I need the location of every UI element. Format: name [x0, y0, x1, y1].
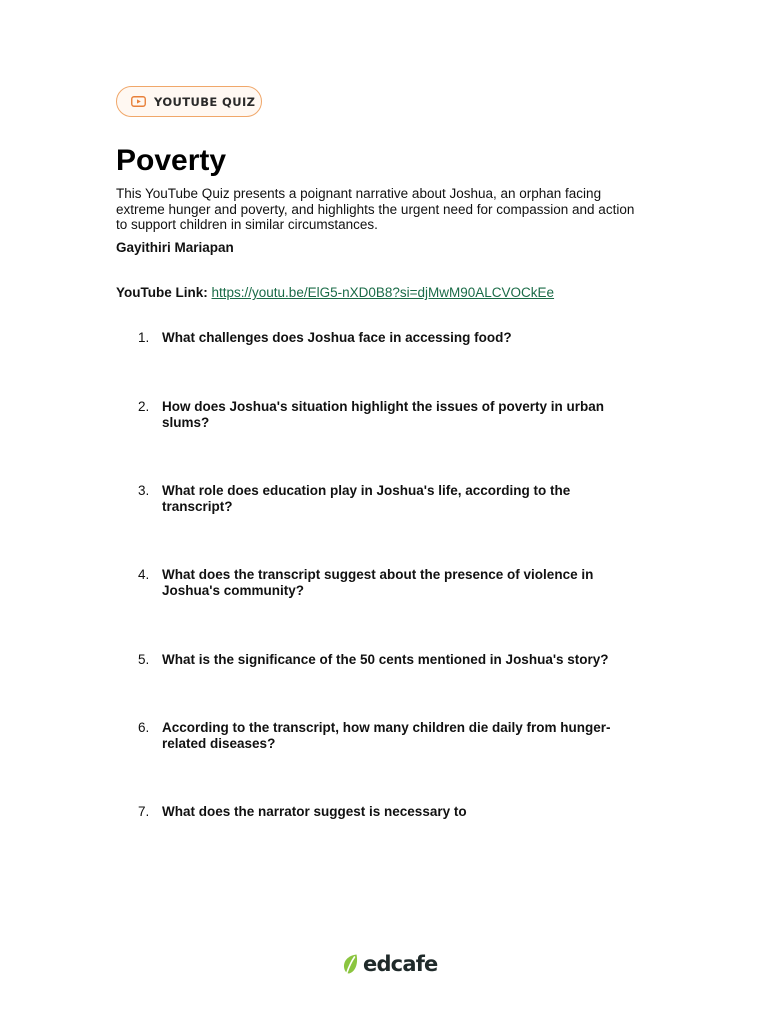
youtube-link-label: YouTube Link:: [116, 285, 208, 300]
question-item: [138, 652, 638, 668]
question-number: 2.: [138, 399, 150, 414]
question-text: What role does education play in Joshua's life, according to the transcript?: [162, 483, 571, 514]
question-number: 4.: [138, 567, 150, 582]
question-item: [138, 399, 638, 430]
question-number: 3.: [138, 483, 150, 498]
question-item: [138, 567, 638, 598]
question-number: 7.: [138, 804, 150, 819]
question-number: 5.: [138, 652, 150, 667]
youtube-link-row: [116, 285, 554, 300]
badge-label: YOUTUBE QUIZ: [154, 94, 256, 109]
page-title: Poverty: [116, 144, 227, 177]
edcafe-leaf-icon: [342, 953, 360, 975]
edcafe-brand-name: edcafe: [363, 952, 438, 976]
question-text: According to the transcript, how many children die daily from hunger-related diseases?: [162, 720, 611, 751]
question-text: What is the significance of the 50 cents mentioned in Joshua's story?: [162, 652, 609, 667]
author-name: Gayithiri Mariapan: [116, 240, 234, 255]
question-item: [138, 804, 638, 820]
youtube-link[interactable]: https://youtu.be/ElG5-nXD0B8?si=djMwM90ALCVOCkEe: [211, 285, 555, 300]
question-number: 1.: [138, 330, 150, 345]
question-number: 6.: [138, 720, 150, 735]
question-text: What does the narrator suggest is necessary to: [162, 804, 467, 819]
question-item: [138, 720, 638, 751]
question-item: [138, 330, 638, 346]
youtube-play-icon: [131, 96, 146, 107]
question-text: What does the transcript suggest about the presence of violence in Joshua's community?: [162, 567, 594, 598]
question-text: What challenges does Joshua face in accessing food?: [162, 330, 512, 345]
youtube-quiz-badge: [116, 86, 262, 117]
question-item: [138, 483, 638, 514]
quiz-description: This YouTube Quiz presents a poignant narrative about Joshua, an orphan facing extreme hunger and poverty, and highlights the urgent need for compassion and action to support children in similar circumstances.: [116, 186, 635, 233]
question-text: How does Joshua's situation highlight the issues of poverty in urban slums?: [162, 399, 605, 430]
edcafe-logo: [342, 952, 437, 976]
